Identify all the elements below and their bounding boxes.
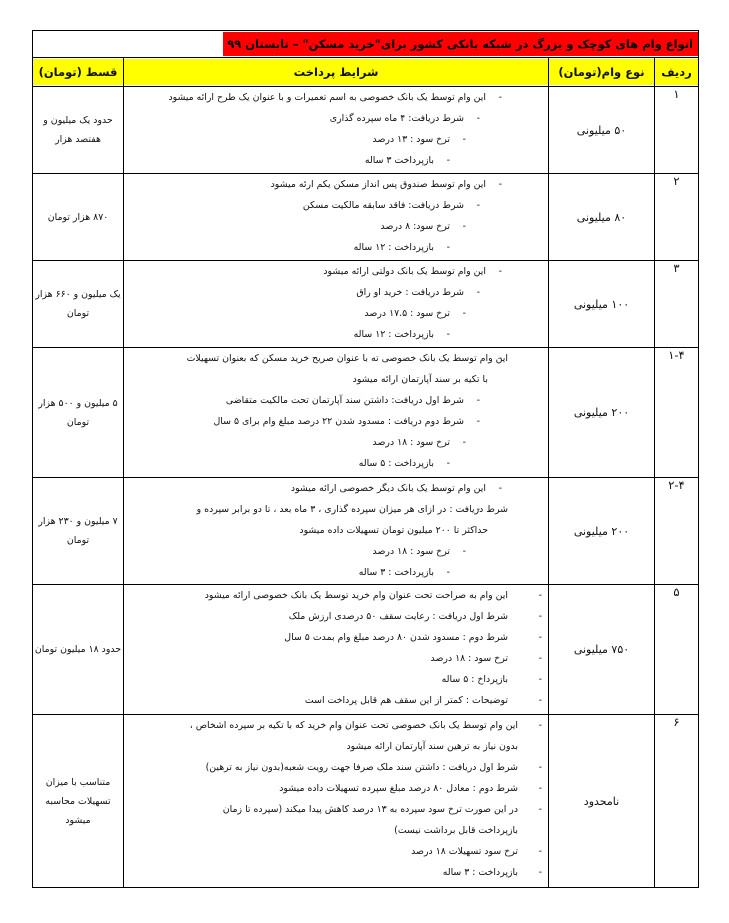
condition-item: - شرط اول دریافت : داشتن سند ملک صرفا جهت رویت شعبه(بدون نیاز به ترهین): [124, 757, 548, 778]
row-number: ۵: [655, 585, 699, 715]
condition-item-continued: بازپرداخت قابل برداشت نیست): [394, 825, 518, 836]
condition-item: - شرط دوم : مسدود شدن ۸۰ درصد مبلغ وام بمدت ۵ سال: [124, 627, 548, 648]
condition-item: - شرط دریافت : خرید او راق: [124, 282, 548, 303]
installment: ۷ میلیون و ۲۳۰ هزار تومان: [33, 478, 124, 585]
condition-item: - این وام توسط صندوق پس انداز مسکن یکم ارئه میشود: [124, 174, 548, 195]
installment: یک میلیون و ۶۶۰ هزار تومان: [33, 261, 124, 348]
loan-conditions: [124, 261, 549, 348]
loan-type: ۲۰۰ میلیونی: [549, 348, 655, 478]
condition-item: - ترخ سود : ۱۸ درصد: [124, 648, 548, 669]
condition-item: - شرط دوم دریافت : مسدود شدن ۲۲ درصد مبلغ وام برای ۵ سال: [124, 411, 548, 432]
row-number: ۳: [655, 261, 699, 348]
loan-conditions: [124, 478, 549, 585]
table-row: [33, 585, 699, 715]
condition-item: - بازپرداخت : ۳ ساله: [124, 562, 548, 583]
row-number: ۲-۴: [655, 478, 699, 585]
condition-item: - در این صورت ترخ سود سپرده به ۱۳ درصد کاهش پیدا میکند (سپرده تا زمان: [124, 799, 548, 820]
row-number: ۶: [655, 715, 699, 888]
condition-item: - شرط دریافت: ۴ ماه سپرده گذاری: [124, 108, 548, 129]
condition-item: - شرط دوم : معادل ۸۰ درصد مبلغ سپرده تسهیلات داده میشود: [124, 778, 548, 799]
table-row: [33, 348, 699, 478]
header-row-no: ردیف: [655, 58, 699, 87]
row-number: ۱: [655, 87, 699, 174]
loans-table: [32, 30, 699, 888]
loan-conditions: [124, 715, 549, 888]
condition-item: - ترخ سود : ۱۳ درصد: [124, 129, 548, 150]
condition-item: - شرط دریافت : در ازای هر میزان سپرده گذاری ، ۳ ماه بعد ، تا دو برابر سپرده و: [124, 499, 548, 520]
loan-type: نامحدود: [549, 715, 655, 888]
table-row: [33, 478, 699, 585]
condition-item: - این وام توسط یک بانک خصوصی به اسم تعمیرات و با عنوان یک طرح ارائه میشود: [124, 87, 548, 108]
condition-item-continued: با تکیه بر سند آپارتمان ارائه میشود: [352, 374, 488, 385]
condition-item: - بازپرداخت ۳ ساله: [124, 150, 548, 171]
loan-type: ۲۰۰ میلیونی: [549, 478, 655, 585]
installment: متناسب با میزان تسهیلات محاسبه میشود: [33, 715, 124, 888]
header-conditions: شرایط پرداخت: [124, 58, 549, 87]
title-row: [33, 31, 699, 58]
table-row: [33, 87, 699, 174]
loan-conditions: [124, 585, 549, 715]
installment: ۵ میلیون و ۵۰۰ هزار تومان: [33, 348, 124, 478]
loan-conditions: [124, 174, 549, 261]
condition-item: - بازپرداخت : ۵ ساله: [124, 453, 548, 474]
condition-item: - شرط دریافت: فاقد سابقه مالکیت مسکن: [124, 195, 548, 216]
condition-item: - ترخ سود : ۱۸ درصد: [124, 432, 548, 453]
loan-conditions: [124, 348, 549, 478]
condition-item: - شرط اول دریافت: داشتن سند آپارتمان تحت مالکیت متقاضی: [124, 390, 548, 411]
condition-item-continued: بدون نیاز به ترهین سند آپارتمان ارائه میشود: [346, 741, 518, 752]
installment: حدود یک میلیون و هفتصد هزار: [33, 87, 124, 174]
table-row: [33, 261, 699, 348]
condition-item: - بازپرداخ : ۵ ساله: [124, 669, 548, 690]
condition-item: - این وام توسط یک بانک خصوصی ته با عنوان صریح خرید مسکن که بعنوان تسهیلات: [124, 348, 548, 369]
condition-item: - ترخ سود: ۸ درصد: [124, 216, 548, 237]
condition-item: - توضیحات : کمتر از این سقف هم قابل پرداخت است: [124, 690, 548, 711]
loan-type: ۵۰ میلیونی: [549, 87, 655, 174]
installment: ۸۷۰ هزار تومان: [33, 174, 124, 261]
condition-item: - این وام توسط یک بانک خصوصی تحت عنوان وام خرید که با تکیه بر سپرده اشخاص ،: [124, 715, 548, 736]
condition-item: - این وام به صراحت تحت عنوان وام خرید توسط یک بانک خصوصی ارائه میشود: [124, 585, 548, 606]
loan-conditions: [124, 87, 549, 174]
condition-item: - بازپرداخت : ۱۲ ساله: [124, 237, 548, 258]
table-row: [33, 715, 699, 888]
condition-item: - این وام توسط یک بانک دیگر خصوصی ارائه میشود: [124, 478, 548, 499]
condition-item: - این وام توسط یک بانک دولتی ارائه میشود: [124, 261, 548, 282]
condition-item-continued: حداکثر تا ۲۰۰ میلیون تومان تسهیلات داده میشود: [299, 525, 488, 536]
table-row: [33, 174, 699, 261]
loan-type: ۱۰۰ میلیونی: [549, 261, 655, 348]
row-number: ۱-۴: [655, 348, 699, 478]
condition-item: - ترخ سود : ۱۸ درصد: [124, 541, 548, 562]
loan-type: ۷۵۰ میلیونی: [549, 585, 655, 715]
condition-item: - ترخ سود : ۱۷.۵ درصد: [124, 303, 548, 324]
row-number: ۲: [655, 174, 699, 261]
installment: حدود ۱۸ میلیون تومان: [33, 585, 124, 715]
header-loan-type: نوع وام(تومان): [549, 58, 655, 87]
loan-type: ۸۰ میلیونی: [549, 174, 655, 261]
condition-item: - ترخ سود تسهیلات ۱۸ درصد: [124, 841, 548, 862]
condition-item: - بازپرداخت : ۳ ساله: [124, 862, 548, 883]
condition-item: - بازپرداخت : ۱۲ ساله: [124, 324, 548, 345]
header-row: [33, 58, 699, 87]
header-installment: قسط (تومان): [33, 58, 124, 87]
table-title: انواع وام های کوچک و بزرگ در شبکه بانکی کشور برای"خرید مسکن" – تابستان ۹۹: [223, 32, 699, 56]
condition-item: - شرط اول دریافت : رعایت سقف ۵۰ درصدی ارزش ملک: [124, 606, 548, 627]
